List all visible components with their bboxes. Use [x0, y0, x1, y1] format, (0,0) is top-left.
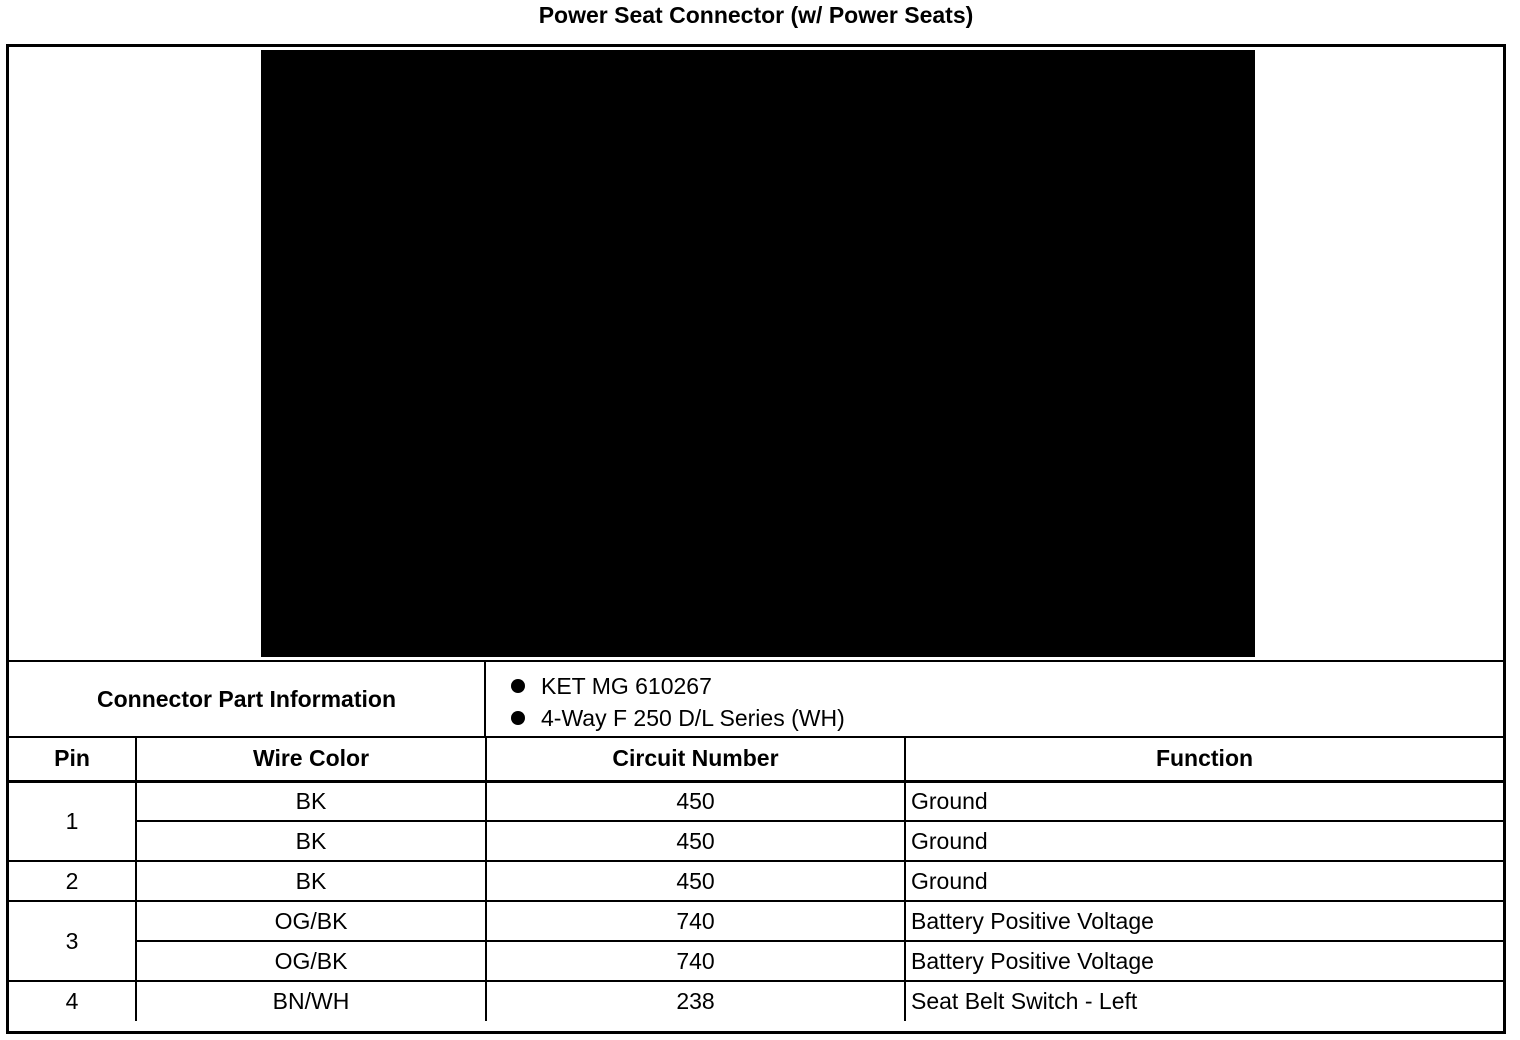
connector-part-info-label: Connector Part Information — [9, 662, 486, 736]
pin-cell: 2 — [9, 861, 136, 901]
connector-sheet — [6, 44, 1506, 1034]
connector-image-area — [9, 47, 1503, 662]
wire-color-cell: BN/WH — [136, 981, 486, 1021]
pin-cell: 4 — [9, 981, 136, 1021]
circuit-number-cell: 238 — [486, 981, 905, 1021]
connector-image — [261, 50, 1255, 657]
table-row — [9, 781, 1503, 821]
header-pin: Pin — [9, 738, 136, 781]
wire-color-cell: BK — [136, 861, 486, 901]
circuit-number-cell: 450 — [486, 821, 905, 861]
connector-part-info-row — [9, 662, 1503, 738]
function-cell: Seat Belt Switch - Left — [905, 981, 1503, 1021]
wire-color-cell: BK — [136, 821, 486, 861]
header-wire-color: Wire Color — [136, 738, 486, 781]
bullet-icon — [511, 711, 525, 725]
list-item — [486, 702, 1503, 734]
table-row — [9, 901, 1503, 941]
list-item — [486, 670, 1503, 702]
table-row — [9, 981, 1503, 1021]
function-cell: Battery Positive Voltage — [905, 941, 1503, 981]
pin-cell: 1 — [9, 781, 136, 861]
pin-cell: 3 — [9, 901, 136, 981]
connector-part-info-list — [486, 662, 1503, 736]
table-row — [9, 821, 1503, 861]
page-title: Power Seat Connector (w/ Power Seats) — [538, 2, 974, 28]
bullet-icon — [511, 679, 525, 693]
part-info-text: 4-Way F 250 D/L Series (WH) — [541, 705, 845, 731]
function-cell: Ground — [905, 861, 1503, 901]
table-row — [9, 941, 1503, 981]
function-cell: Ground — [905, 821, 1503, 861]
table-row — [9, 861, 1503, 901]
wire-color-cell: OG/BK — [136, 901, 486, 941]
circuit-number-cell: 740 — [486, 941, 905, 981]
circuit-number-cell: 450 — [486, 781, 905, 821]
part-info-text: KET MG 610267 — [541, 673, 712, 699]
header-function: Function — [905, 738, 1503, 781]
pin-table — [9, 738, 1503, 1021]
function-cell: Battery Positive Voltage — [905, 901, 1503, 941]
wire-color-cell: BK — [136, 781, 486, 821]
circuit-number-cell: 740 — [486, 901, 905, 941]
header-circuit-number: Circuit Number — [486, 738, 905, 781]
circuit-number-cell: 450 — [486, 861, 905, 901]
wire-color-cell: OG/BK — [136, 941, 486, 981]
function-cell: Ground — [905, 781, 1503, 821]
table-header-row — [9, 738, 1503, 781]
